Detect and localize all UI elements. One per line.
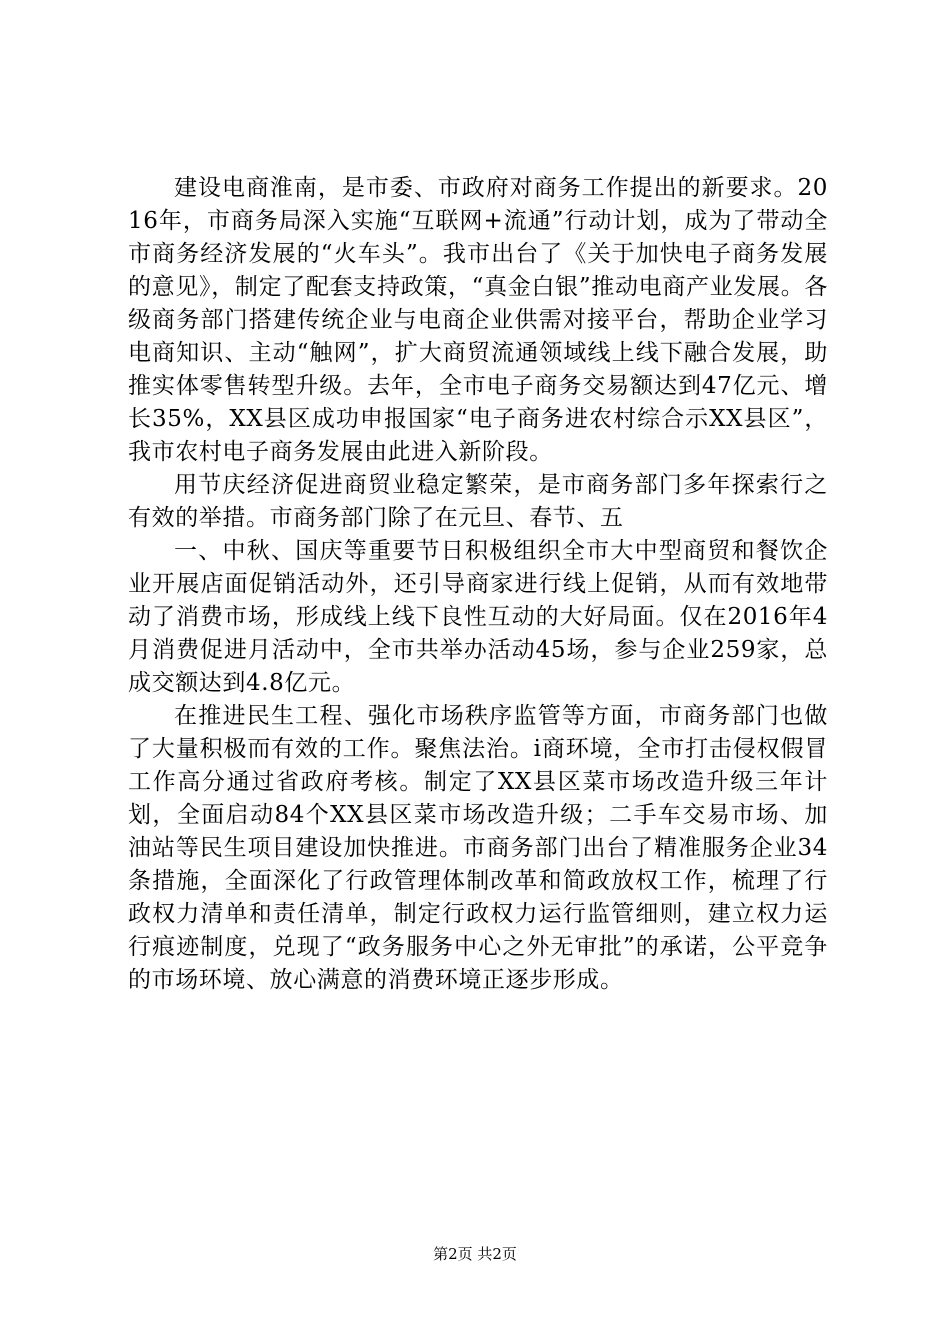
document-body (128, 172, 828, 997)
paragraph-holiday-promotions: 一、中秋、国庆等重要节日积极组织全市大中型商贸和餐饮企业开展店面促销活动外，还引导商家进行线上促销，从而有效地带动了消费市场，形成线上线下良性互动的大好局面。仅在2016年4月消费促进月活动中，全市共举办活动45场，参与企业259家，总成交额达到4.8亿元。 (128, 538, 828, 696)
paragraph-livelihood-projects: 在推进民生工程、强化市场秩序监管等方面，市商务部门也做了大量积极而有效的工作。聚焦法治。i商环境，全市打击侵权假冒工作高分通过省政府考核。制定了XX县区菜市场改造升级三年计划，全面启动84个XX县区菜市场改造升级；二手车交易市场、加油站等民生项目建设加快推进。市商务部门出台了精准服务企业34条措施，全面深化了行政管理体制改革和简政放权工作，梳理了行政权力清单和责任清单，制定行政权力运行监管细则，建立权力运行痕迹制度，兑现了“政务服务中心之外无审批”的承诺，公平竞争的市场环境、放心满意的消费环境正逐步形成。 (128, 703, 828, 993)
paragraph-ecommerce: 建设电商淮南，是市委、市政府对商务工作提出的新要求。2016年，市商务局深入实施“互联网+流通”行动计划，成为了带动全市商务经济发展的“火车头”。我市出台了《关于加快电子商务发展的意见》，制定了配套支持政策，“真金白银”推动电商产业发展。各级商务部门搭建传统企业与电商企业供需对接平台，帮助企业学习电商知识、主动“触网”，扩大商贸流通领域线上线下融合发展，助推实体零售转型升级。去年，全市电子商务交易额达到47亿元、增长35%，XX县区成功申报国家“电子商务进农村综合示XX县区”，我市农村电子商务发展由此进入新阶段。 (128, 175, 828, 465)
page-footer (0, 1244, 950, 1264)
paragraph-festival-economy: 用节庆经济促进商贸业稳定繁荣，是市商务部门多年探索行之有效的举措。市商务部门除了在元旦、春节、五 (128, 472, 828, 531)
page-number: 第2页 共2页 (433, 1245, 517, 1263)
